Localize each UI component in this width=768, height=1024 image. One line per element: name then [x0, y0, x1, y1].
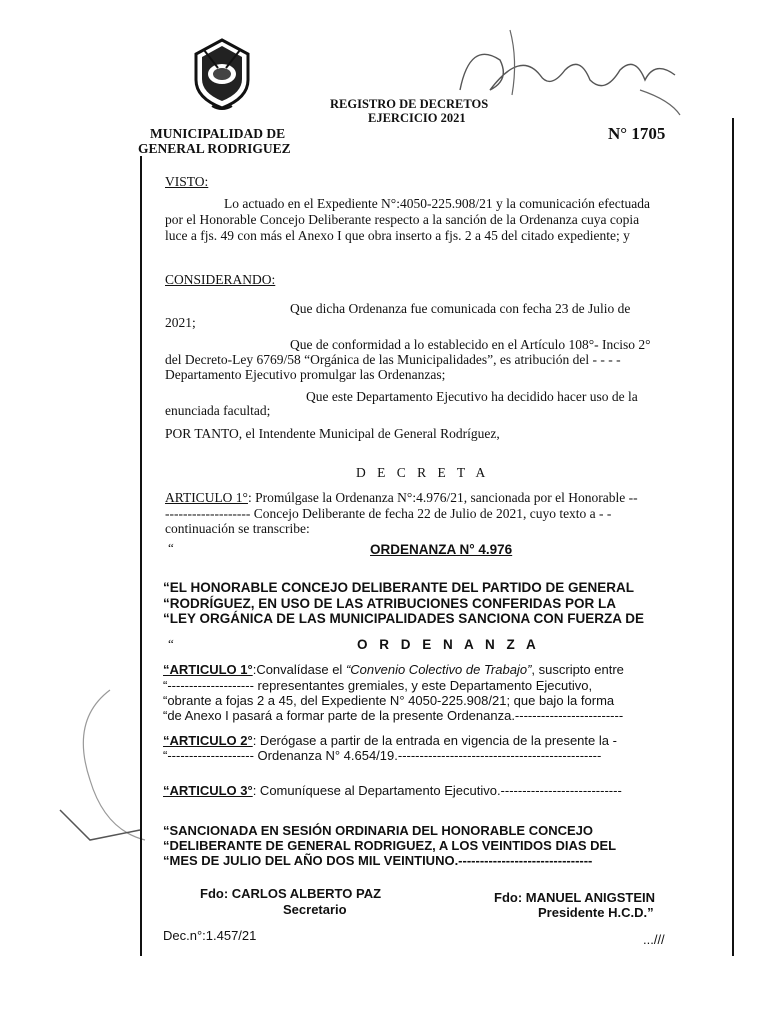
- ordenanza-preamble-line3: “LEY ORGÁNICA DE LAS MUNICIPALIDADES SANCIONA CON FUERZA DE: [163, 611, 645, 626]
- ordenanza-article-1-convenio: “Convenio Colectivo de Trabajo”: [345, 662, 532, 677]
- ordenanza-article-1-text-a: :Convalídase el: [252, 662, 346, 677]
- visto-line-3: luce a fjs. 49 con más el Anexo I que obra inserto a fjs. 2 a 45 del citado expediente; y: [165, 228, 630, 243]
- closing-line-1: “SANCIONADA EN SESIÓN ORDINARIA DEL HONORABLE CONCEJO: [163, 823, 593, 838]
- registry-year: EJERCICIO 2021: [368, 111, 466, 125]
- decreta-article-1-label: ARTICULO 1°: [165, 490, 248, 505]
- municipal-seal-icon: [188, 36, 256, 112]
- por-tanto-text: POR TANTO, el Intendente Municipal de General Rodríguez,: [165, 426, 500, 441]
- ordenanza-article-1-text-b: , suscripto entre: [531, 662, 624, 677]
- ordenanza-article-1-label: “ARTICULO 1°: [163, 662, 253, 677]
- visto-line-1: Lo actuado en el Expediente N°:4050-225.908/21 y la comunicación efectuada: [224, 196, 650, 211]
- ordenanza-article-2-line1: [163, 733, 617, 748]
- considerando-p2-line1: Que de conformidad a lo establecido en el Artículo 108°- Inciso 2°: [290, 337, 651, 352]
- considerando-p2-line3: Departamento Ejecutivo promulgar las Ordenanzas;: [165, 367, 446, 382]
- decree-number: N° 1705: [608, 124, 666, 143]
- ordenanza-article-3-label: “ARTICULO 3°: [163, 783, 253, 798]
- ordenanza-article-3-text: : Comuníquese al Departamento Ejecutivo.----------------------------: [252, 783, 622, 798]
- ordenanza-preamble-line2: “RODRÍGUEZ, EN USO DE LAS ATRIBUCIONES CONFERIDAS POR LA: [163, 596, 617, 611]
- ordenanza-article-2-label: “ARTICULO 2°: [163, 733, 253, 748]
- ordenanza-article-1-line4: “de Anexo I pasará a formar parte de la presente Ordenanza.-------------------------: [163, 708, 624, 723]
- visto-heading: VISTO:: [165, 174, 209, 189]
- left-margin-line: [140, 156, 142, 956]
- decreta-article-1-line2: ------------------- Concejo Deliberante de fecha 22 de Julio de 2021, cuyo texto a - -: [165, 506, 612, 521]
- municipality-name-line2: GENERAL RODRIGUEZ: [138, 141, 291, 156]
- registry-title: REGISTRO DE DECRETOS: [330, 97, 489, 111]
- ordenanza-article-1-line2: “-------------------- representantes gremiales, y este Departamento Ejecutivo,: [163, 678, 593, 693]
- signature-left-name: Fdo: CARLOS ALBERTO PAZ: [200, 886, 382, 901]
- right-margin-line: [732, 118, 734, 956]
- ordenanza-article-2-line2: “-------------------- Ordenanza N° 4.654/19.-----------------------------------------------: [163, 748, 602, 763]
- closing-line-2: “DELIBERANTE DE GENERAL RODRIGUEZ, A LOS VEINTIDOS DIAS DEL: [163, 838, 617, 853]
- ordenanza-quote-2: “: [168, 636, 174, 651]
- ordenanza-article-1-line1: [163, 662, 624, 677]
- ordenanza-open-quote: “: [168, 540, 174, 555]
- continues-mark: ...///: [643, 932, 665, 947]
- signature-right-name: Fdo: MANUEL ANIGSTEIN: [494, 890, 656, 905]
- ordenanza-preamble-line1: “EL HONORABLE CONCEJO DELIBERANTE DEL PARTIDO DE GENERAL: [163, 580, 635, 595]
- decreta-article-1-text: : Promúlgase la Ordenanza N°:4.976/21, sancionada por el Honorable --: [247, 490, 638, 505]
- ordenanza-heading: O R D E N A N Z A: [357, 637, 540, 652]
- municipality-name-line1: MUNICIPALIDAD DE: [150, 126, 286, 141]
- closing-line-3: “MES DE JULIO DEL AÑO DOS MIL VEINTIUNO.-------------------------------: [163, 853, 593, 868]
- considerando-p3-line1: Que este Departamento Ejecutivo ha decidido hacer uso de la: [306, 389, 638, 404]
- decreta-article-1-line1: [165, 490, 638, 506]
- ordenanza-article-3-line: [163, 783, 622, 798]
- signature-left-role: Secretario: [283, 902, 347, 917]
- decree-registry-number: Dec.n°:1.457/21: [163, 928, 257, 943]
- decreta-heading: D E C R E T A: [356, 465, 490, 480]
- considerando-p3-line2: enunciada facultad;: [165, 403, 271, 418]
- signature-right-role: Presidente H.C.D.”: [538, 905, 654, 920]
- ordenanza-title: ORDENANZA N° 4.976: [370, 542, 513, 557]
- decreta-article-1-line3: continuación se transcribe:: [165, 521, 310, 536]
- considerando-heading: [165, 272, 275, 288]
- considerando-p1-line2: 2021;: [165, 315, 196, 330]
- considerando-p2-line2: del Decreto-Ley 6769/58 “Orgánica de las Municipalidades”, es atribución del - - - -: [165, 352, 621, 367]
- ordenanza-article-1-line3: “obrante a fojas 2 a 45, del Expediente N° 4050-225.908/21; que bajo la forma: [163, 693, 615, 708]
- visto-line-2: por el Honorable Concejo Deliberante respecto a la sanción de la Ordenanza cuya copia: [165, 212, 640, 227]
- ordenanza-article-2-text: : Derógase a partir de la entrada en vigencia de la presente la -: [252, 733, 617, 748]
- considerando-p1-line1: Que dicha Ordenanza fue comunicada con fecha 23 de Julio de: [290, 301, 631, 316]
- margin-scribble-icon: [50, 680, 160, 880]
- considerando-heading-text: CONSIDERANDO:: [165, 272, 276, 287]
